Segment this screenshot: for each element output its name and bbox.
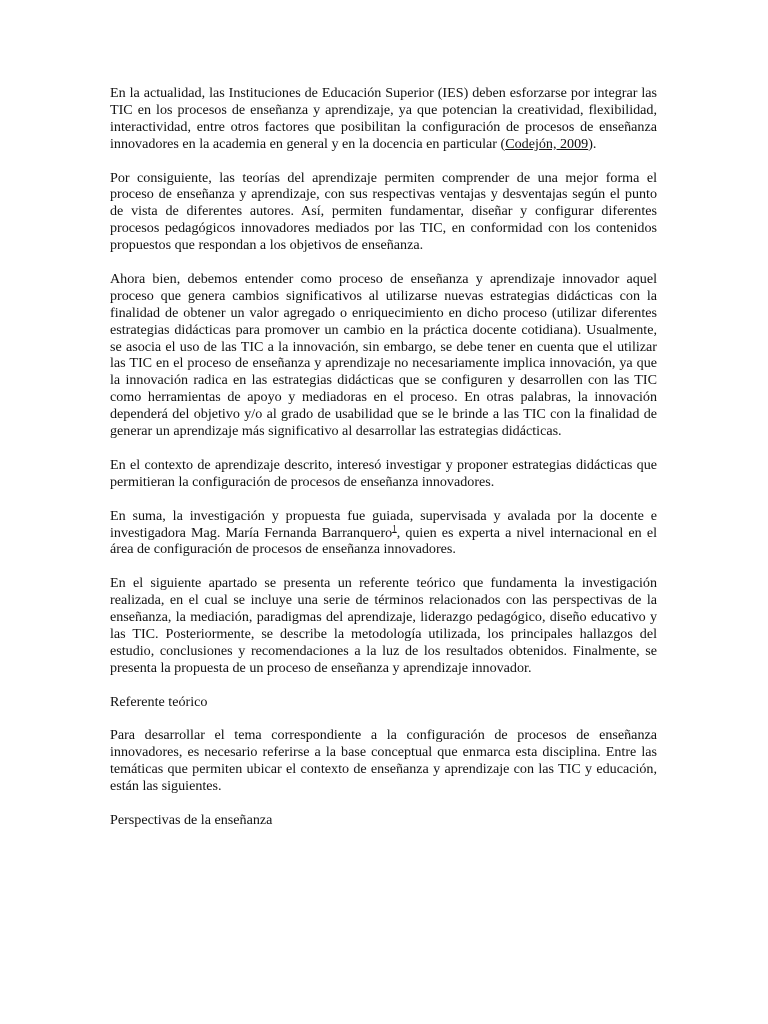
paragraph-supervision [110, 508, 657, 559]
paragraph-theories: Por consiguiente, las teorías del aprendizaje permiten comprender de una mejor forma el proceso de enseñanza y aprendizaje, con sus respectivas ventajas y desventajas según el punto de vista de diferentes autores. Así, permiten fundamentar, diseñar y configurar diferentes procesos pedagógicos innovadores mediados por las TIC, en conformidad con los contenidos propuestos que respondan a los objetivos de enseñanza. [110, 169, 657, 254]
document-page [110, 85, 657, 846]
paragraph-intro-text: En la actualidad, las Instituciones de Educación Superior (IES) deben esforzarse por integrar las TIC en los procesos de enseñanza y aprendizaje, ya que potencian la creatividad, flexibilidad, interactividad, entre otros factores que posibilitan la configuración de procesos de enseñanza innovadores en la academia en general y en la docencia en particular ( [110, 85, 657, 152]
paragraph-referente: Para desarrollar el tema correspondiente a la configuración de procesos de enseñanza innovadores, es necesario referirse a la base conceptual que enmarca esta disciplina. Entre las temáticas que permiten ubicar el contexto de enseñanza y aprendizaje con las TIC y educación, están las siguientes. [110, 727, 657, 795]
section-heading-referente: Referente teórico [110, 693, 208, 710]
paragraph-intro-end: ). [588, 135, 597, 152]
paragraph-supervision-end: , quien es experta a nivel internacional en el área de configuración de procesos de enseñanza innovadores. [110, 524, 657, 558]
section-heading-perspectivas: Perspectivas de la enseñanza [110, 811, 273, 828]
paragraph-context: En el contexto de aprendizaje descrito, interesó investigar y proponer estrategias didácticas que permitieran la configuración de procesos de enseñanza innovadores. [110, 456, 657, 490]
paragraph-overview: En el siguiente apartado se presenta un referente teórico que fundamenta la investigación realizada, en el cual se incluye una serie de términos relacionados con las perspectivas de la enseñanza, la mediación, paradigmas del aprendizaje, liderazgo pedagógico, diseño educativo y las TIC. Posteriormente, se describe la metodología utilizada, los principales hallazgos del estudio, conclusiones y recomendaciones a la luz de los resultados obtenidos. Finalmente, se presenta la propuesta de un proceso de enseñanza y aprendizaje innovador. [110, 575, 657, 676]
paragraph-supervision-text: En suma, la investigación y propuesta fue guiada, supervisada y avalada por la docente e investigadora Mag. María Fernanda Barranquero [110, 507, 657, 541]
footnote-reference[interactable]: 1 [392, 522, 397, 533]
citation-link[interactable]: Codejón, 2009 [505, 135, 589, 152]
paragraph-innovation: Ahora bien, debemos entender como proceso de enseñanza y aprendizaje innovador aquel proceso que genera cambios significativos al utilizarse nuevas estrategias didácticas con la finalidad de obtener un valor agregado o enriquecimiento en dicho proceso (utilizar diferentes estrategias didácticas para promover un cambio en la práctica docente cotidiana). Usualmente, se asocia el uso de las TIC a la innovación, sin embargo, se debe tener en cuenta que el utilizar las TIC en el proceso de enseñanza y aprendizaje no necesariamente implica innovación, ya que la innovación radica en las estrategias didácticas que se configuren y desarrollen con las TIC como herramientas de apoyo y mediadoras en el proceso. En otras palabras, la innovación dependerá del objetivo y/o al grado de usabilidad que se le brinde a las TIC con la finalidad de generar un aprendizaje más significativo al desarrollar las estrategias didácticas. [110, 270, 657, 440]
paragraph-intro [110, 85, 657, 153]
